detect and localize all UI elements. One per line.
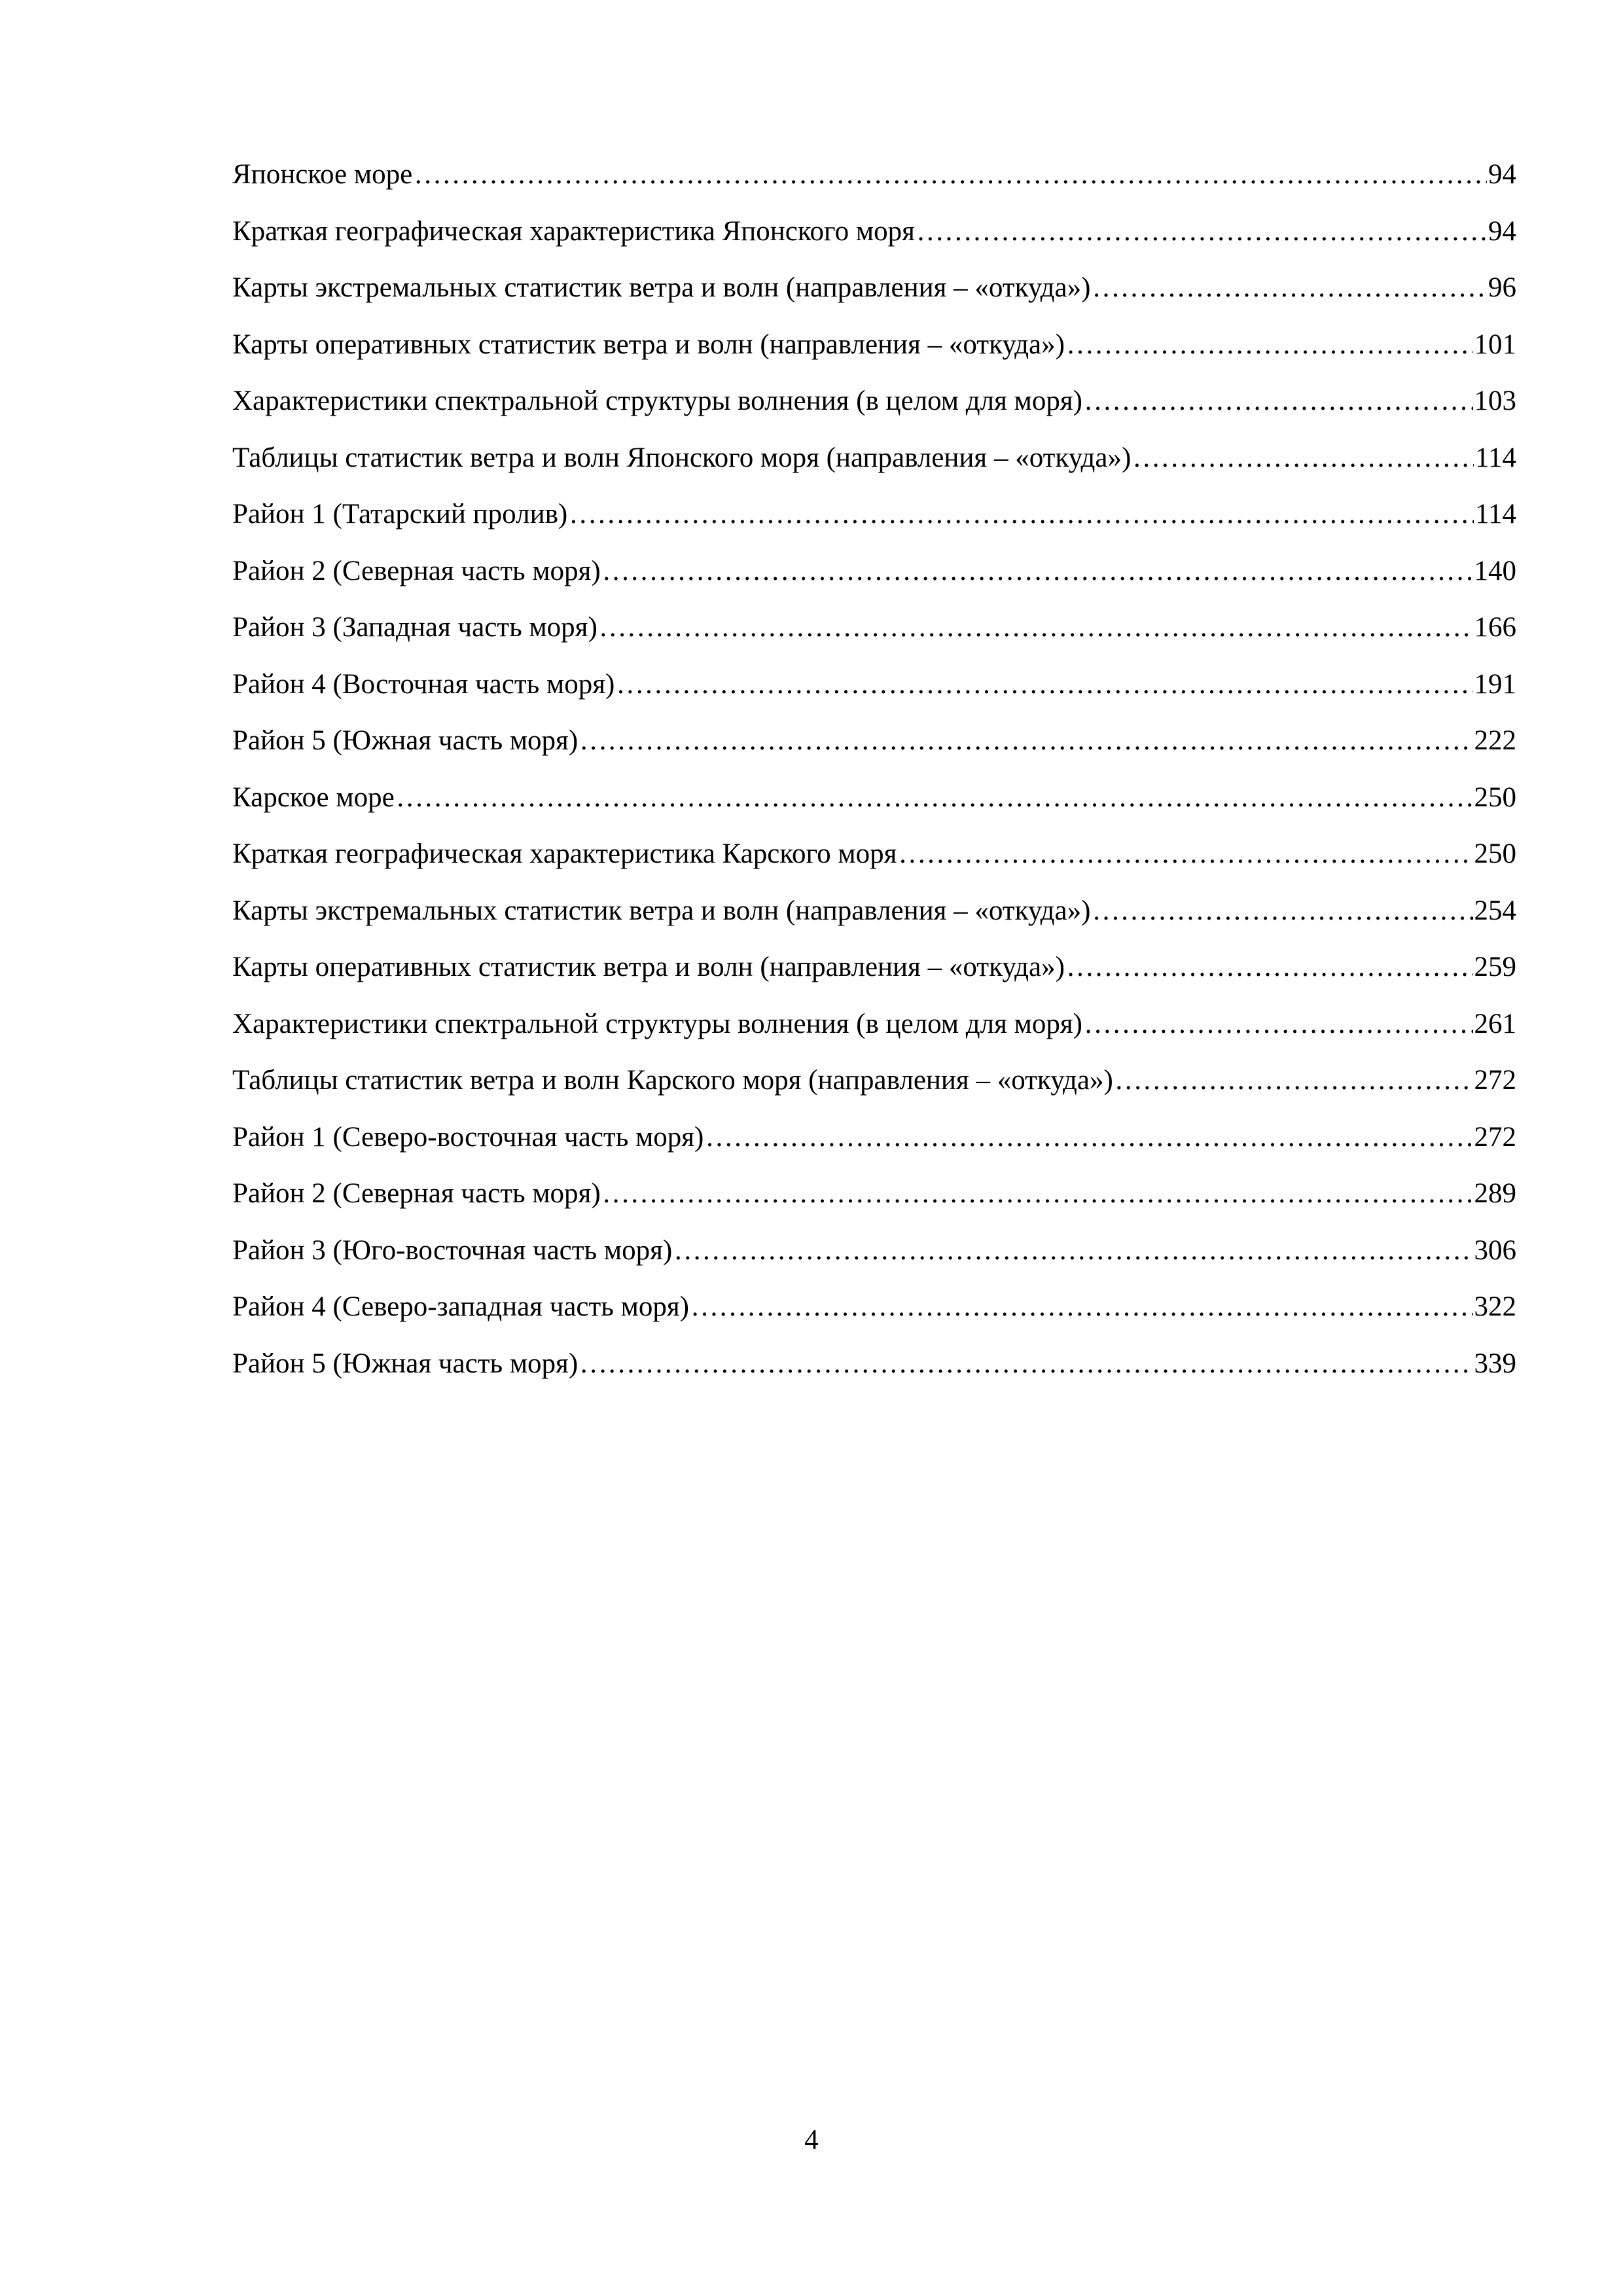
toc-entry-page: 254 [1474, 895, 1516, 926]
toc-entry [232, 268, 1516, 325]
toc-entry-page: 103 [1474, 386, 1516, 416]
toc-entry-page: 166 [1474, 612, 1516, 643]
toc-entry-page: 191 [1474, 668, 1516, 700]
toc-entry [232, 608, 1516, 665]
toc-leader-dots [1066, 325, 1473, 365]
toc-entry [232, 891, 1516, 948]
toc-entry-page: 289 [1474, 1178, 1516, 1209]
toc-entry-title: Район 2 (Северная часть моря) [232, 555, 601, 586]
table-of-contents [232, 155, 1516, 1401]
toc-entry-title: Таблицы статистик ветра и волн Японского моря (направления – «откуда») [232, 442, 1132, 473]
toc-entry-page: 322 [1474, 1291, 1516, 1322]
toc-entry-page: 259 [1474, 952, 1516, 982]
toc-entry-title: Карты оперативных статистик ветра и волн (направления – «откуда») [232, 329, 1065, 360]
toc-entry-page: 140 [1474, 555, 1516, 586]
toc-entry-title: Карское море [232, 781, 395, 813]
toc-entry-title: Карты оперативных статистик ветра и волн (направления – «откуда») [232, 952, 1065, 982]
toc-entry-title: Район 1 (Татарский пролив) [232, 499, 568, 529]
toc-entry-page: 250 [1474, 781, 1516, 813]
toc-entry [232, 155, 1516, 212]
toc-leader-dots [1132, 439, 1474, 478]
toc-entry-page: 272 [1474, 1065, 1516, 1096]
toc-entry-page: 96 [1488, 272, 1516, 303]
toc-entry-page: 94 [1488, 159, 1516, 190]
toc-entry-title: Район 5 (Южная часть моря) [232, 725, 579, 756]
toc-entry-page: 114 [1475, 499, 1516, 529]
toc-entry-page: 339 [1474, 1348, 1516, 1379]
toc-leader-dots [569, 495, 1474, 534]
toc-entry [232, 1231, 1516, 1288]
toc-entry-title: Характеристики спектральной структуры волнения (в целом для моря) [232, 1008, 1082, 1039]
toc-leader-dots [579, 721, 1472, 761]
toc-entry [232, 212, 1516, 269]
toc-entry [232, 665, 1516, 722]
toc-entry-title: Характеристики спектральной структуры волнения (в целом для моря) [232, 386, 1082, 416]
toc-entry-page: 272 [1474, 1121, 1516, 1153]
toc-leader-dots [414, 155, 1487, 194]
toc-entry-title: Район 5 (Южная часть моря) [232, 1348, 579, 1379]
toc-entry-title: Таблицы статистик ветра и волн Карского моря (направления – «откуда») [232, 1065, 1113, 1096]
page-number: 4 [804, 2125, 819, 2155]
toc-entry [232, 1005, 1516, 1062]
toc-leader-dots [602, 552, 1473, 591]
toc-leader-dots [1084, 382, 1473, 421]
toc-entry [232, 778, 1516, 835]
toc-entry-title: Район 3 (Юго-восточная часть моря) [232, 1234, 673, 1266]
toc-leader-dots [690, 1287, 1473, 1327]
toc-leader-dots [705, 1118, 1472, 1157]
toc-entry-title: Район 3 (Западная часть моря) [232, 612, 597, 643]
toc-entry-title: Район 4 (Северо-западная часть моря) [232, 1291, 689, 1322]
toc-leader-dots [602, 1174, 1473, 1213]
toc-entry [232, 1287, 1516, 1344]
toc-leader-dots [579, 1344, 1472, 1384]
toc-entry [232, 1061, 1516, 1118]
toc-leader-dots [898, 834, 1472, 874]
toc-entry-title: Район 2 (Северная часть моря) [232, 1178, 601, 1209]
toc-leader-dots [599, 608, 1473, 647]
toc-entry [232, 552, 1516, 609]
toc-entry [232, 1174, 1516, 1231]
toc-entry-title: Карты экстремальных статистик ветра и волн (направления – «откуда») [232, 272, 1091, 303]
toc-entry-page: 250 [1474, 838, 1516, 869]
toc-entry-title: Карты экстремальных статистик ветра и волн (направления – «откуда») [232, 895, 1091, 926]
toc-entry [232, 325, 1516, 382]
toc-leader-dots [616, 665, 1472, 704]
toc-entry [232, 495, 1516, 552]
toc-entry [232, 721, 1516, 778]
toc-entry-title: Краткая географическая характеристика Японского моря [232, 215, 915, 247]
toc-entry-title: Краткая географическая характеристика Карского моря [232, 838, 897, 869]
toc-entry [232, 382, 1516, 439]
toc-entry-title: Район 4 (Восточная часть моря) [232, 668, 615, 700]
toc-entry-page: 222 [1474, 725, 1516, 756]
toc-entry-title: Район 1 (Северо-восточная часть моря) [232, 1121, 704, 1153]
toc-leader-dots [916, 212, 1487, 251]
toc-leader-dots [1092, 268, 1487, 308]
toc-entry-page: 114 [1475, 442, 1516, 473]
toc-leader-dots [1115, 1061, 1473, 1100]
toc-entry-page: 261 [1474, 1008, 1516, 1039]
toc-entry-page: 94 [1488, 215, 1516, 247]
toc-entry [232, 834, 1516, 891]
toc-entry [232, 439, 1516, 495]
toc-leader-dots [1066, 948, 1473, 987]
toc-entry-page: 101 [1474, 329, 1516, 360]
toc-leader-dots [396, 778, 1473, 817]
toc-entry [232, 1118, 1516, 1175]
toc-entry [232, 1344, 1516, 1401]
toc-leader-dots [1092, 891, 1472, 931]
toc-entry-title: Японское море [232, 159, 413, 190]
toc-entry [232, 948, 1516, 1005]
toc-leader-dots [1084, 1005, 1473, 1044]
toc-leader-dots [673, 1231, 1472, 1270]
toc-entry-page: 306 [1474, 1234, 1516, 1266]
